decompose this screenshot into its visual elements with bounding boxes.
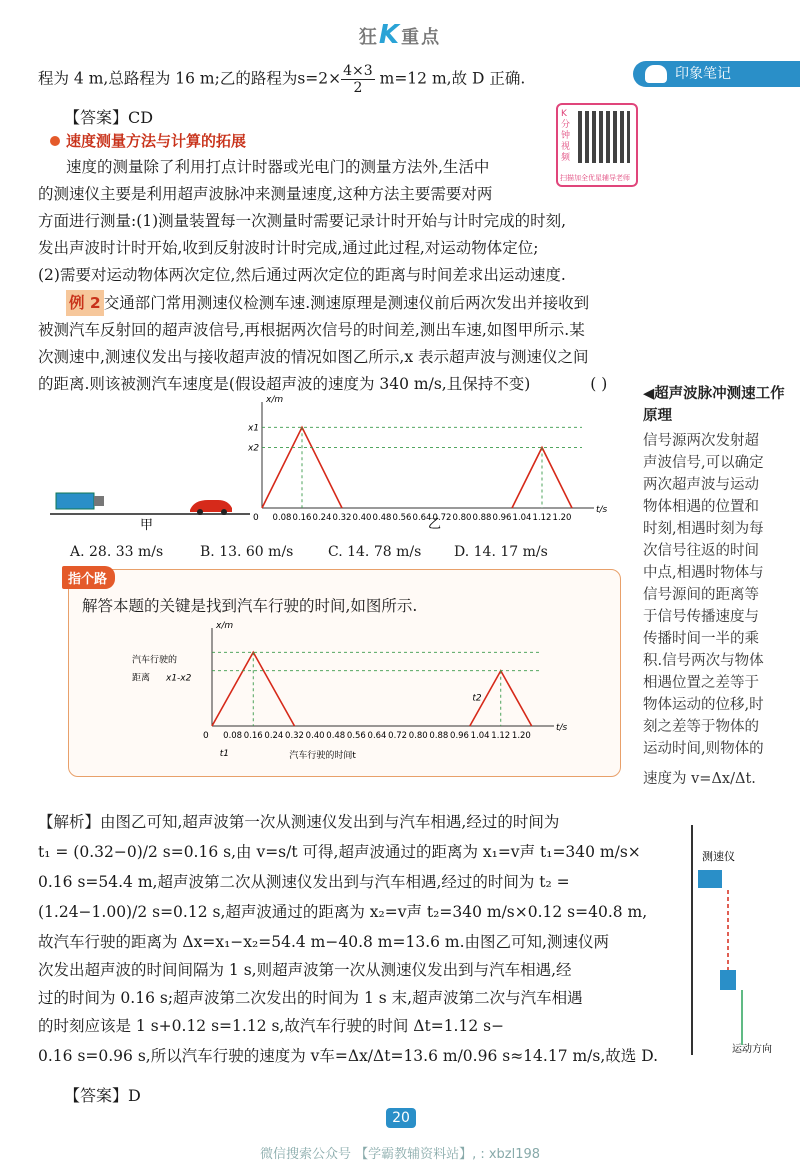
y-peak-label: x1	[248, 423, 260, 434]
figure-jia-yi	[40, 396, 640, 531]
x-tick-label: 0.16	[243, 731, 263, 741]
x-tick-label: 0.96	[450, 731, 469, 741]
frac-den: 2	[353, 80, 363, 96]
side-diagram	[680, 820, 772, 1060]
x-tick-label: 1.12	[491, 731, 511, 741]
speed-meter-icon	[56, 493, 94, 509]
annotation-t1: t1	[219, 749, 229, 759]
side-line: 信号源间的距离等	[643, 587, 759, 603]
x-tick-label: 0.48	[326, 731, 346, 741]
x-tick-label: 0.56	[346, 731, 366, 741]
example-tag: 例 2	[66, 290, 104, 316]
example-text: 交通部门常用测速仪检测车速.测速原理是测速仪前后两次发出并接收到	[103, 294, 590, 312]
side-line: 时刻,相遇时刻为每	[643, 521, 764, 537]
solution-line: 次发出超声波的时间间隔为 1 s,则超声波第一次从测速仪发出到与汽车相遇,经	[38, 961, 572, 979]
intro-fraction	[341, 63, 375, 96]
section-line: 速度的测量除了利用打点计时器或光电门的测量方法外,生活中	[66, 158, 490, 176]
x-tick-label: 0.48	[372, 513, 392, 523]
note-tab	[633, 61, 800, 87]
x-tick-label: 0.96	[492, 513, 512, 523]
x-tick-label: 0.24	[312, 513, 332, 523]
section-line: 方面进行测量:(1)测量装置每一次测量时需要记录计时开始与计时完成的时刻,	[38, 212, 567, 230]
side-line: 中点,相遇时物体与	[643, 565, 764, 581]
x-tick-label: 0.32	[332, 513, 352, 523]
y-axis-label: x/m	[216, 621, 234, 631]
x-tick-label: 0.56	[392, 513, 412, 523]
side-line: 声波信号,可以确定	[643, 455, 764, 471]
qr-side-label: K分钟视频	[561, 109, 571, 163]
hint-tag-label: 指个路	[68, 572, 108, 587]
figure-hint	[128, 622, 588, 767]
hint-tag	[62, 566, 115, 589]
page-number: 20	[386, 1108, 416, 1128]
answer-1: 【答案】CD	[64, 108, 154, 127]
x-tick-label: 0.16	[292, 513, 312, 523]
x-tick-label: 0.32	[285, 731, 304, 741]
hint-text: 解答本题的关键是找到汽车行驶的时间,如图所示.	[82, 597, 418, 615]
x-tick-label: 0.24	[264, 731, 284, 741]
y-peak-label: x2	[248, 443, 260, 454]
side-title: ◀超声波脉冲测速工作原理	[643, 386, 785, 424]
x-tick-label: 0.80	[452, 513, 472, 523]
meter-head	[94, 496, 104, 506]
qr-caption: 扫描加全优星辅导老师	[560, 174, 630, 182]
car-block-icon	[720, 970, 736, 990]
intro-end: m=12 m,故 D 正确.	[379, 69, 526, 88]
annotation-distance: 距离	[132, 673, 151, 684]
answer-2: 【答案】D	[64, 1086, 141, 1105]
side-line: 相遇位置之差等于	[643, 675, 759, 691]
qr-code[interactable]	[556, 103, 638, 187]
x-tick-label: 1.04	[470, 731, 490, 741]
side-line: 次信号往返的时间	[643, 543, 759, 559]
side-line: 物体相遇的位置和	[643, 499, 759, 515]
elephant-icon	[645, 65, 667, 83]
annotation-distance-symbol: x1-x2	[166, 673, 192, 684]
side-line: 两次超声波与运动	[643, 477, 759, 493]
brand-text-2: 重点	[401, 27, 442, 48]
x-tick-label: 0.40	[305, 731, 325, 741]
x-tick-label: 1.12	[532, 513, 552, 523]
side-line: 传播时间一半的乘	[643, 631, 759, 647]
x-tick-label: 1.04	[512, 513, 532, 523]
option-c[interactable]: C. 14. 78 m/s	[328, 544, 422, 560]
x-tick-label: 0.72	[432, 513, 452, 523]
origin-label: 0	[253, 513, 259, 523]
note-tab-label: 印象笔记	[675, 66, 731, 82]
solution-line: 故汽车行驶的距离为 Δx=x₁−x₂=54.4 m−40.8 m=13.6 m.由图乙可知,测速仪两	[38, 933, 609, 951]
side-line: 刻之差等于物体的	[643, 719, 759, 735]
section-title: 速度测量方法与计算的拓展	[66, 132, 247, 150]
solution-line: 过的时间为 0.16 s;超声波第二次发出的时间为 1 s 末,超声波第二次与汽车相遇	[38, 989, 583, 1007]
x-tick-label: 0.64	[412, 513, 432, 523]
example-text: 的距离.则该被测汽车速度是(假设超声波的速度为 340 m/s,且保持不变)	[38, 375, 531, 393]
x-tick-label: 0.08	[272, 513, 292, 523]
bullet-icon	[50, 136, 60, 146]
section-line: (2)需要对运动物体两次定位,然后通过两次定位的距离与时间差求出运动速度.	[38, 266, 566, 284]
side-line: 积.信号两次与物体	[643, 653, 764, 669]
x-axis-label: t/s	[596, 505, 608, 515]
brand-k-logo: K	[378, 20, 402, 50]
x-tick-label: 0.88	[472, 513, 492, 523]
annotation-distance: 汽车行驶的	[132, 655, 178, 666]
solution-line: 0.16 s=0.96 s,所以汽车行驶的速度为 v车=Δx/Δt=13.6 m/0.96 s≈14.17 m/s,故选 D.	[38, 1047, 659, 1065]
x-tick-label: 1.20	[511, 731, 531, 741]
chart-hint	[132, 621, 568, 761]
intro-line	[38, 63, 525, 96]
side-line: 物体运动的位移,时	[643, 697, 764, 713]
solution-line: 0.16 s=54.4 m,超声波第二次从测速仪发出到与汽车相遇,经过的时间为 t₂ =	[38, 873, 570, 891]
qr-pattern	[578, 111, 630, 163]
car-wheel	[197, 509, 203, 515]
option-b[interactable]: B. 13. 60 m/s	[200, 544, 294, 560]
frac-num: 4×3	[343, 63, 373, 79]
solution-line: 【解析】由图乙可知,超声波第一次从测速仪发出到与汽车相遇,经过的时间为	[38, 813, 560, 831]
device-label: 测速仪	[702, 850, 735, 863]
example-line: 被测汽车反射回的超声波信号,再根据两次信号的时间差,测出车速,如图甲所示.某	[38, 321, 585, 339]
side-line: 信号源两次发射超	[643, 433, 759, 449]
solution-line: t₁ = (0.32−0)/2 s=0.16 s,由 v=s/t 可得,超声波通过的距离为 x₁=v声 t₁=340 m/s×	[38, 843, 641, 861]
x-tick-label: 1.20	[552, 513, 572, 523]
x-tick-label: 0.72	[388, 731, 408, 741]
car-wheel	[221, 509, 227, 515]
x-tick-label: 0.88	[429, 731, 449, 741]
motion-label: 运动方向	[732, 1044, 772, 1055]
brand-header	[0, 20, 800, 50]
brand-text: 狂	[358, 27, 379, 48]
section-line: 发出声波时计时开始,收到反射波时计时完成,通过此过程,对运动物体定位;	[38, 239, 539, 257]
annotation-travel-time: 汽车行驶的时间t	[289, 751, 356, 761]
x-tick-label: 0.64	[367, 731, 387, 741]
intro-text: 程为 4 m,总路程为 16 m;乙的路程为	[38, 69, 298, 88]
footer-watermark: 微信搜索公众号 【学霸教辅资料站】, : xbzl198	[259, 1147, 541, 1162]
x-axis-label: t/s	[556, 723, 568, 733]
y-axis-label: x/m	[266, 395, 284, 405]
example-line	[38, 371, 607, 397]
answer-paren: ( )	[590, 375, 608, 393]
section-line: 的测速仪主要是利用超声波脉冲来测量速度,这种方法主要需要对两	[38, 185, 493, 203]
chart-title: 乙	[428, 517, 442, 532]
label-jia: 甲	[140, 518, 154, 533]
origin-label: 0	[203, 731, 209, 741]
solution-line: (1.24−1.00)/2 s=0.12 s,超声波通过的距离为 x₂=v声 t₂=340 m/s×0.12 s=40.8 m,	[38, 903, 648, 921]
x-tick-label: 0.40	[352, 513, 372, 523]
intro-formula: s=2×	[297, 69, 342, 88]
chart-yi	[247, 395, 608, 532]
x-tick-label: 0.08	[223, 731, 243, 741]
side-line: 运动时间,则物体的	[643, 741, 764, 757]
example-line: 次测速中,测速仪发出与接收超声波的情况如图乙所示,x 表示超声波与测速仪之间	[38, 348, 589, 366]
x-tick-label: 0.80	[408, 731, 428, 741]
option-a[interactable]: A. 28. 33 m/s	[70, 544, 164, 560]
side-formula: 速度为 v=Δx/Δt.	[643, 771, 756, 787]
side-body	[643, 430, 795, 790]
device-icon	[698, 870, 722, 888]
option-d[interactable]: D. 14. 17 m/s	[454, 544, 548, 560]
annotation-t2: t2	[472, 693, 482, 704]
side-line: 于信号传播速度与	[643, 609, 759, 625]
example-line	[66, 290, 589, 316]
solution-line: 的时刻应该是 1 s+0.12 s=1.12 s,故汽车行驶的时间 Δt=1.12 s−	[38, 1017, 505, 1035]
section-heading	[50, 130, 246, 151]
